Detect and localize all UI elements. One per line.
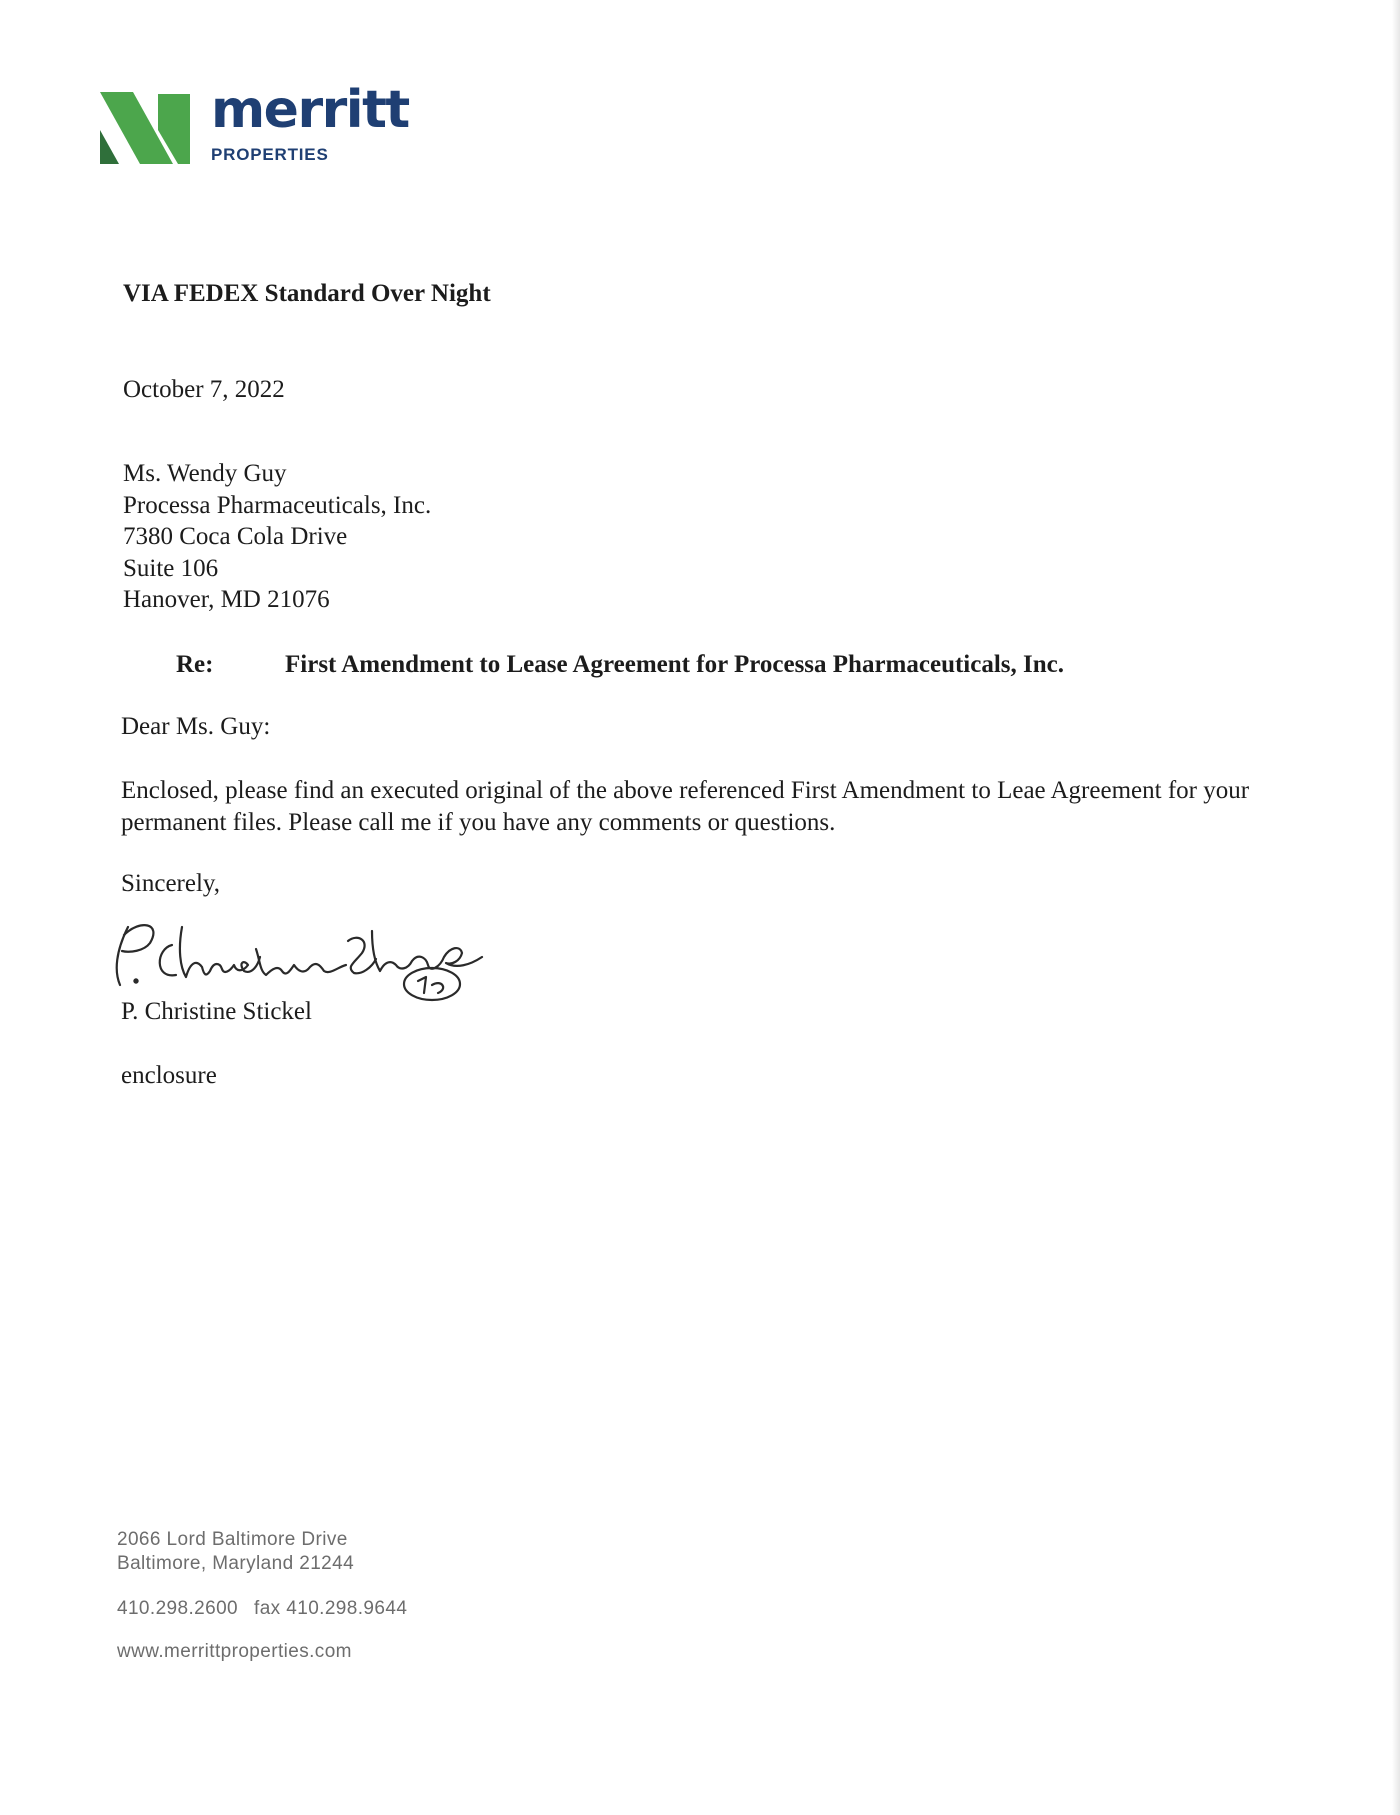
delivery-method: VIA FEDEX Standard Over Night xyxy=(123,280,491,307)
footer-website: www.merrittproperties.com xyxy=(117,1641,352,1662)
recipient-street: 7380 Coca Cola Drive xyxy=(123,523,348,550)
signer-name: P. Christine Stickel xyxy=(121,998,312,1025)
footer-phone: 410.298.2600 xyxy=(117,1598,239,1619)
closing: Sincerely, xyxy=(121,870,221,897)
handwritten-signature xyxy=(110,905,530,1005)
footer-address-line1: 2066 Lord Baltimore Drive xyxy=(117,1529,348,1550)
recipient-city: Hanover, MD 21076 xyxy=(123,586,330,613)
footer xyxy=(117,1528,407,1664)
page-edge xyxy=(1392,0,1400,1815)
recipient-company: Processa Pharmaceuticals, Inc. xyxy=(123,491,432,519)
company-logo xyxy=(100,80,420,170)
recipient-address xyxy=(123,458,431,616)
recipient-suite: Suite 106 xyxy=(123,554,219,582)
footer-phones xyxy=(117,1597,407,1621)
enclosure-note: enclosure xyxy=(121,1062,217,1089)
body-paragraph: Enclosed, please find an executed original of the above referenced First Amendment to Leae Agreement for your permanent files. Please call me if you have any comments or questions. xyxy=(121,777,1250,836)
re-label: Re: xyxy=(176,651,214,678)
letter-date: October 7, 2022 xyxy=(123,376,285,403)
recipient-name: Ms. Wendy Guy xyxy=(123,460,287,487)
footer-address-line2: Baltimore, Maryland 21244 xyxy=(117,1553,355,1574)
subject-line: First Amendment to Lease Agreement for Processa Pharmaceuticals, Inc. xyxy=(285,651,1065,678)
footer-fax: fax 410.298.9644 xyxy=(254,1598,408,1619)
merritt-logo-mark-icon xyxy=(100,92,200,164)
salutation: Dear Ms. Guy: xyxy=(121,713,271,740)
company-name: merritt xyxy=(211,80,409,140)
company-tagline: PROPERTIES xyxy=(211,145,329,164)
